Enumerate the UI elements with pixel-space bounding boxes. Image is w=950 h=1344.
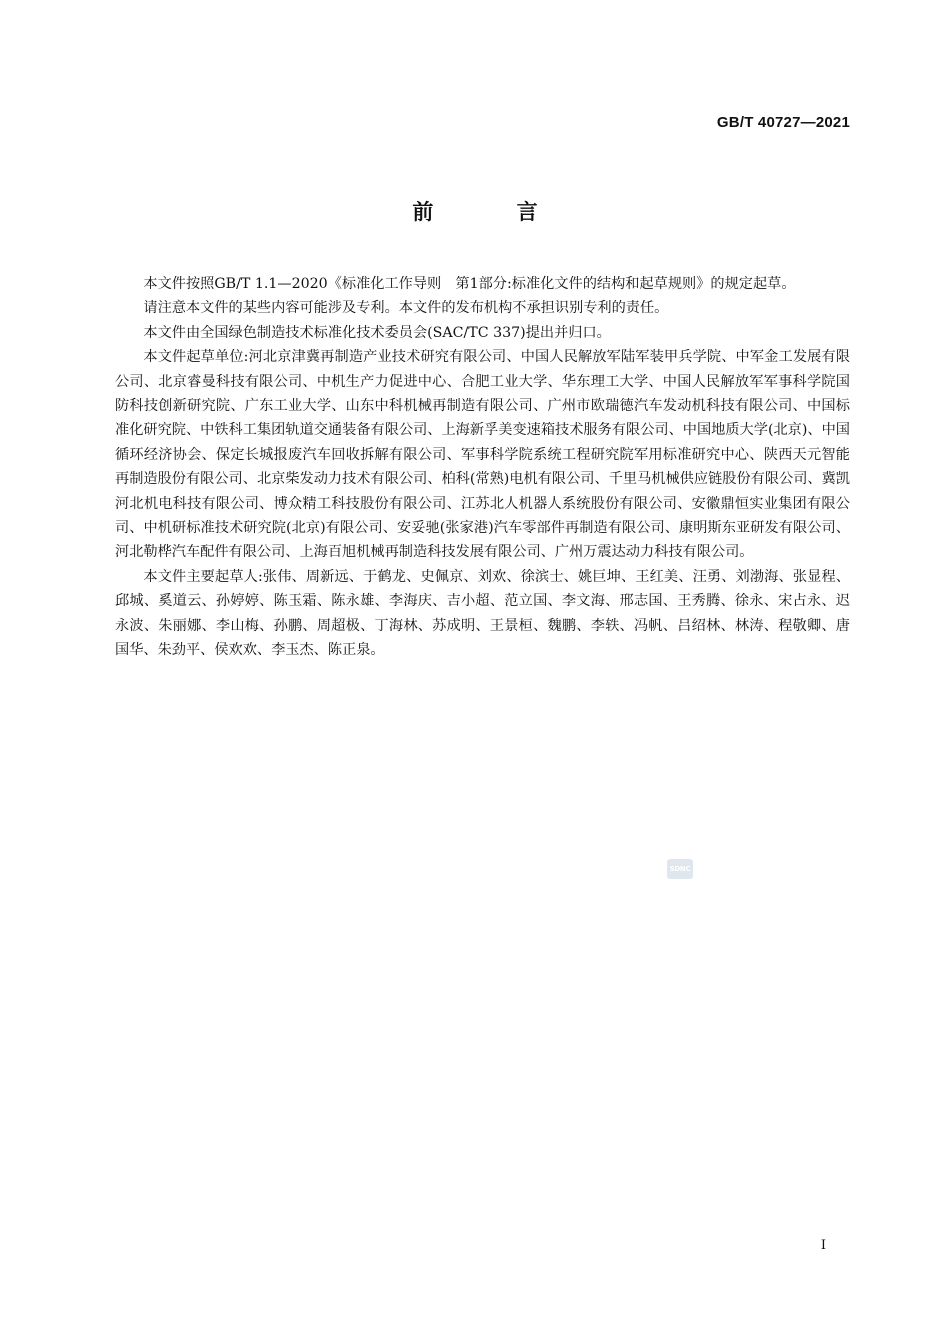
document-body — [115, 272, 850, 663]
paragraph-committee: 本文件由全国绿色制造技术标准化技术委员会(SAC/TC 337)提出并归口。 — [143, 324, 611, 341]
page-number: I — [820, 1238, 826, 1253]
watermark-logo: SDNC — [667, 859, 693, 879]
paragraph-drafting-rules: 本文件按照GB/T 1.1—2020《标准化工作导则 第1部分:标准化文件的结构和起草规则》的规定起草。 — [143, 276, 796, 292]
page-title: 前 言 — [412, 200, 576, 224]
standard-code: GB/T 40727—2021 — [716, 114, 850, 131]
paragraph-drafting-units: 本文件起草单位:河北京津冀再制造产业技术研究有限公司、中国人民解放军陆军装甲兵学院、中军金工发展有限公司、北京睿曼科技有限公司、中机生产力促进中心、合肥工业大学、华东理工大学、中国人民解放军军事科学院国防科技创新研究院、广东工业大学、山东中科机械再制造有限公司、广州市欧瑞德汽车发动机科技有限公司、中国标准化研究院、中铁科工集团轨道交通装备有限公司、上海新孚美变速箱技术服务有限公司、中国地质大学(北京)、中国循环经济协会、保定长城报废汽车回收拆解有限公司、军事科学院系统工程研究院军用标准研究中心、陕西天元智能再制造股份有限公司、北京柴发动力技术有限公司、柏科(常熟)电机有限公司、千里马机械供应链股份有限公司、冀凯河北机电科技有限公司、博众精工科技股份有限公司、江苏北人机器人系统股份有限公司、安徽鼎恒实业集团有限公司、中机研标准技术研究院(北京)有限公司、安妥驰(张家港)汽车零部件再制造有限公司、康明斯东亚研发有限公司、河北勒桦汽车配件有限公司、上海百旭机械再制造科技发展有限公司、广州万震达动力科技有限公司。 — [115, 349, 850, 561]
paragraph-drafters: 本文件主要起草人:张伟、周新远、于鹤龙、史佩京、刘欢、徐滨士、姚巨坤、王红美、汪勇、刘渤海、张显程、邱城、奚道云、孙婷婷、陈玉霜、陈永雄、李海庆、吉小超、范立国、李文海、邢志国、王秀腾、徐永、宋占永、迟永波、朱丽娜、李山梅、孙鹏、周超极、丁海林、苏成明、王景桓、魏鹏、李轶、冯帆、吕绍林、林涛、程敬卿、唐国华、朱劲平、侯欢欢、李玉杰、陈正泉。 — [115, 568, 850, 659]
paragraph-patent-notice: 请注意本文件的某些内容可能涉及专利。本文件的发布机构不承担识别专利的责任。 — [143, 300, 669, 317]
